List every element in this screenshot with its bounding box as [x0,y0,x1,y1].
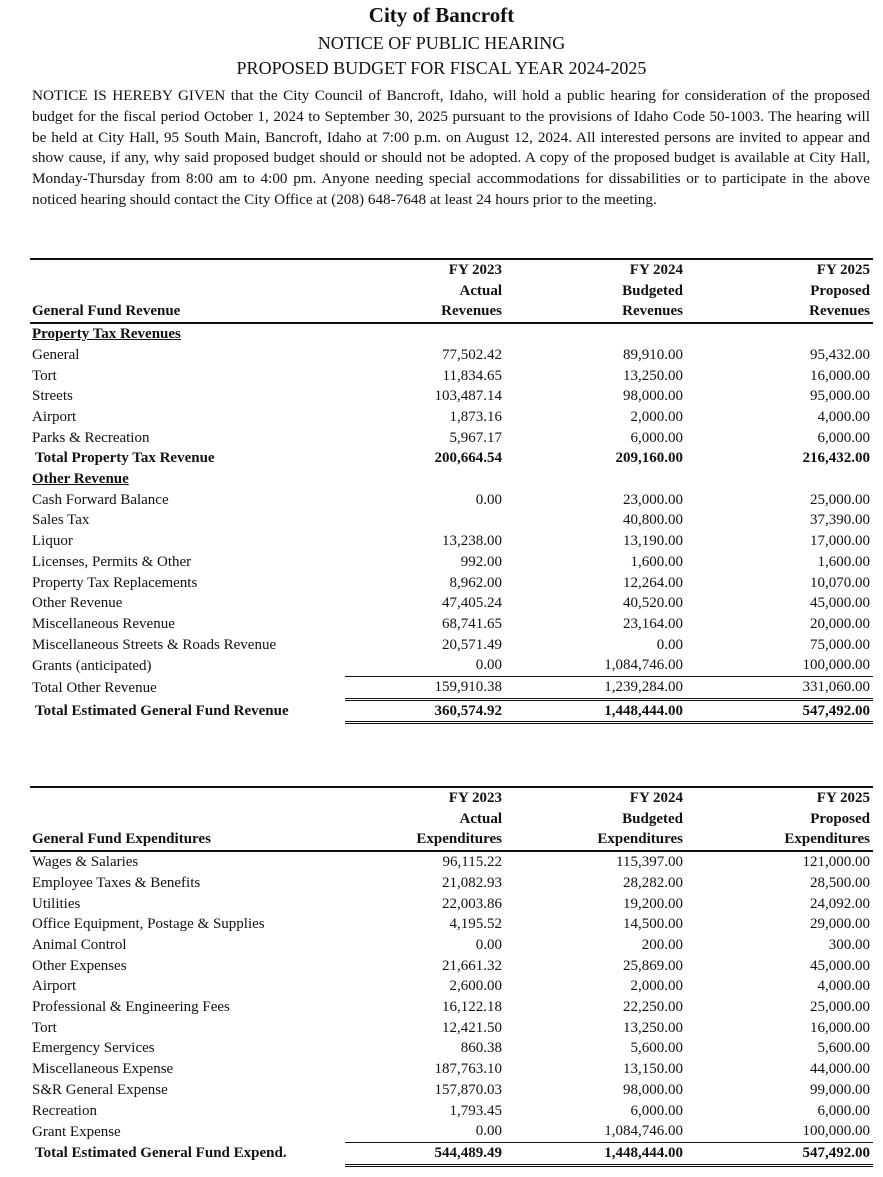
fy2025-value: 45,000.00 [810,957,870,974]
table-row [30,448,873,469]
revenue-table-header [30,259,873,323]
fy2023-value: 47,405.24 [442,595,502,612]
fy2024-value: 40,800.00 [623,512,683,529]
fy2023-value: 2,600.00 [449,978,502,995]
document-title: City of Bancroft [368,3,515,27]
fy2024-value: 1,084,746.00 [604,657,683,674]
fy2025-value: 5,600.00 [817,1040,870,1057]
fy2023-value: 0.00 [475,936,502,953]
fy2025-value: 95,432.00 [810,346,870,363]
table-row [30,1018,873,1039]
column-header-fy: FY 2024 [629,790,683,806]
fy2024-value: 25,869.00 [623,957,683,974]
row-label: Property Tax Revenues [32,326,181,343]
fy2025-value: 17,000.00 [810,533,870,550]
fy2024-value: 2,000.00 [630,408,683,425]
fy2025-value: 16,000.00 [810,367,870,384]
table-row [30,1142,873,1165]
fy2024-value: 13,250.00 [623,367,683,384]
table-row [30,935,873,956]
fy2024-value [505,469,686,490]
fy2023-value: 21,082.93 [442,874,502,891]
fy2023-value: 157,870.03 [434,1081,502,1098]
row-label: Emergency Services [32,1040,155,1057]
column-header-fy: Revenues [345,301,505,323]
revenue-header-row [30,259,873,281]
fy2025-value: 121,000.00 [802,854,870,871]
column-header-fy: Proposed [810,282,870,299]
column-header-label: General Fund Expenditures [30,829,345,851]
row-label: Professional & Engineering Fees [32,999,230,1016]
fy2023-value: 0.00 [475,657,502,674]
revenue-header-row [30,281,873,302]
row-label: Tort [32,367,57,384]
fy2024-value: 200.00 [641,936,683,953]
fy2023-value: 20,571.49 [442,636,502,653]
table-row [30,614,873,635]
table-row [30,997,873,1018]
fy2025-value [686,323,873,345]
table-row [30,407,873,428]
table-row [30,1038,873,1059]
fy2025-value: 25,000.00 [810,999,870,1016]
fy2025-value: 95,000.00 [810,388,870,405]
table-row [30,894,873,915]
row-label: Miscellaneous Expense [32,1061,174,1078]
table-row [30,593,873,614]
column-header-fy: Actual [459,810,502,827]
column-header-fy: Revenues [686,301,873,323]
fy2025-value: 29,000.00 [810,916,870,933]
column-header-label [30,281,345,302]
table-row [30,386,873,407]
fy2025-value: 1,600.00 [817,553,870,570]
fy2025-value: 547,492.00 [686,1142,873,1165]
column-header-fy: FY 2025 [816,790,870,806]
column-header-fy: Expenditures [686,829,873,851]
fy2025-value: 547,492.00 [686,699,873,723]
column-header-label [30,809,345,830]
fy2024-value [505,323,686,345]
fy2024-value: 13,190.00 [623,533,683,550]
table-row [30,699,873,723]
fy2025-value: 45,000.00 [810,595,870,612]
fy2025-value: 216,432.00 [802,450,870,467]
fy2023-value: 544,489.49 [345,1142,505,1165]
column-header-fy: FY 2025 [816,262,870,278]
row-label: Streets [32,388,73,405]
table-row [30,552,873,573]
fy2024-value: 115,397.00 [616,854,683,871]
fy2023-value: 159,910.38 [345,677,505,700]
row-label: Miscellaneous Revenue [32,615,175,632]
column-header-fy: Budgeted [622,810,683,827]
column-header-fy: Proposed [810,810,870,827]
row-label: Animal Control [32,936,127,953]
fy2024-value: 23,164.00 [623,615,683,632]
row-label: Airport [32,408,77,425]
table-row [30,510,873,531]
fy2023-value: 68,741.65 [442,615,502,632]
fy2024-value: 13,250.00 [623,1019,683,1036]
column-header-fy: Expenditures [345,829,505,851]
fy2023-value: 5,967.17 [449,429,502,446]
fy2025-value: 4,000.00 [817,408,870,425]
expenditures-table-body [30,851,873,1165]
row-label: Tort [32,1019,57,1036]
table-row [30,428,873,449]
fy2025-value: 44,000.00 [810,1061,870,1078]
fy2024-value: 89,910.00 [623,346,683,363]
expenditures-header-row [30,787,873,809]
table-row [30,1080,873,1101]
fy2025-value: 6,000.00 [817,429,870,446]
fy2024-value: 13,150.00 [623,1061,683,1078]
row-label: Other Revenue [32,595,123,612]
row-label: Grant Expense [32,1123,121,1140]
table-row [30,873,873,894]
expenditures-header-row [30,809,873,830]
table-row [30,851,873,873]
table-row [30,1101,873,1122]
fy2024-value: 2,000.00 [630,978,683,995]
fy2024-value: 209,160.00 [615,450,683,467]
fy2024-value: 40,520.00 [623,595,683,612]
table-row [30,976,873,997]
row-label: Other Revenue [32,471,129,488]
table-row [30,1121,873,1142]
row-label: Cash Forward Balance [32,491,169,508]
fy2023-value: 11,834.65 [442,367,502,384]
fy2024-value: 1,084,746.00 [604,1123,683,1140]
fy2023-value: 13,238.00 [442,533,502,550]
fy2024-value: 98,000.00 [623,1081,683,1098]
fy2025-value: 20,000.00 [810,615,870,632]
fy2025-value: 37,390.00 [810,512,870,529]
row-label: Licenses, Permits & Other [32,553,192,570]
column-header-fy: Budgeted [622,282,683,299]
table-row [30,655,873,676]
fy2024-value: 6,000.00 [630,429,683,446]
notice-paragraph: NOTICE IS HEREBY GIVEN that the City Council of Bancroft, Idaho, will hold a public hearing for consideration of the proposed budget for the fiscal period October 1, 2024 to September 30, 2025 pursuant to the provisions of Idaho Code 50-1003. The hearing will be held at City Hall, 95 South Main, Bancroft, Idaho at 7:00 p.m. on August 12, 2024. All interested persons are invited to appear and show cause, if any, why said proposed budget should or should not be adopted. A copy of the proposed budget is available at City Hall, Monday-Thursday from 8:00 am to 4:00 pm. Anyone needing special accommodations for dissabilities or to participate in the above noticed hearing should contact the City Office at (208) 648-7648 at least 24 hours prior to the meeting. [32,87,870,208]
row-label: Total Estimated General Fund Revenue [35,702,289,719]
fy2024-value: 6,000.00 [630,1102,683,1119]
expenditures-table-header [30,787,873,851]
fy2024-value: 1,448,444.00 [505,699,686,723]
table-row [30,366,873,387]
column-header-label: General Fund Revenue [30,301,345,323]
table-row [30,635,873,656]
fy2025-value: 100,000.00 [802,657,870,674]
fy2025-value: 24,092.00 [810,895,870,912]
fy2024-value: 14,500.00 [623,916,683,933]
fy2024-value: 0.00 [656,636,683,653]
fy2023-value: 1,793.45 [449,1102,502,1119]
fy2025-value [686,469,873,490]
revenue-table-body [30,323,873,723]
row-label: S&R General Expense [32,1081,168,1098]
fy2023-value: 4,195.52 [449,916,502,933]
fy2023-value: 22,003.86 [442,895,502,912]
document-subtitle-budget: PROPOSED BUDGET FOR FISCAL YEAR 2024-2025 [236,58,647,78]
fy2023-value: 187,763.10 [434,1061,502,1078]
expenditures-table [30,786,873,1167]
fy2025-value: 28,500.00 [810,874,870,891]
row-label: Utilities [32,895,81,912]
fy2023-value [345,469,505,490]
column-header-fy: FY 2024 [629,262,683,278]
row-label: Miscellaneous Streets & Roads Revenue [32,636,277,653]
fy2023-value: 860.38 [460,1040,502,1057]
row-label: Sales Tax [32,512,90,529]
fy2023-value: 992.00 [460,553,502,570]
fy2023-value: 0.00 [475,1123,502,1140]
fy2025-value: 25,000.00 [810,491,870,508]
fy2025-value: 331,060.00 [686,677,873,700]
document-subtitle: NOTICE OF PUBLIC HEARING [317,33,566,53]
fy2023-value: 8,962.00 [449,574,502,591]
section-heading-row [30,469,873,490]
fy2025-value: 99,000.00 [810,1081,870,1098]
column-header-label [30,787,345,809]
revenue-table [30,258,873,724]
column-header-fy: FY 2023 [448,262,502,278]
fy2024-value: 1,239,284.00 [505,677,686,700]
fy2023-value: 0.00 [475,491,502,508]
section-heading-row [30,323,873,345]
fy2024-value: 23,000.00 [623,491,683,508]
fy2023-value: 21,661.32 [442,957,502,974]
table-row [30,345,873,366]
fy2023-value: 200,664.54 [434,450,502,467]
fy2025-value: 4,000.00 [817,978,870,995]
row-label: Property Tax Replacements [32,574,198,591]
fy2023-value [345,323,505,345]
row-label: Employee Taxes & Benefits [32,874,201,891]
row-label: Total Other Revenue [32,679,157,696]
fy2025-value: 10,070.00 [810,574,870,591]
table-row [30,677,873,700]
column-header-fy: Expenditures [505,829,686,851]
fy2023-value: 1,873.16 [449,408,502,425]
fy2024-value: 22,250.00 [623,999,683,1016]
revenue-header-row [30,301,873,323]
expenditures-header-row [30,829,873,851]
fy2025-value: 6,000.00 [817,1102,870,1119]
row-label: Other Expenses [32,957,127,974]
fy2023-value: 103,487.14 [434,388,502,405]
table-row [30,573,873,594]
fy2024-value: 5,600.00 [630,1040,683,1057]
fy2023-value: 12,421.50 [442,1019,502,1036]
row-label: Airport [32,978,77,995]
table-row [30,914,873,935]
fy2024-value: 1,600.00 [630,553,683,570]
row-label: Grants (anticipated) [32,657,152,674]
row-label: Total Estimated General Fund Expend. [35,1145,287,1162]
fy2024-value: 12,264.00 [623,574,683,591]
table-row [30,956,873,977]
table-row [30,1059,873,1080]
table-row [30,531,873,552]
row-label: Liquor [32,533,73,550]
table-row [30,490,873,511]
fy2024-value: 1,448,444.00 [505,1142,686,1165]
fy2025-value: 300.00 [828,936,870,953]
row-label: General [32,346,80,363]
fy2024-value: 28,282.00 [623,874,683,891]
row-label: Parks & Recreation [32,429,150,446]
row-label: Total Property Tax Revenue [35,450,215,467]
fy2025-value: 16,000.00 [810,1019,870,1036]
row-label: Recreation [32,1102,97,1119]
fy2023-value: 77,502.42 [442,346,502,363]
fy2023-value [345,510,505,531]
fy2024-value: 19,200.00 [623,895,683,912]
fy2023-value: 360,574.92 [345,699,505,723]
fy2025-value: 75,000.00 [810,636,870,653]
row-label: Wages & Salaries [32,854,139,871]
column-header-fy: Actual [459,282,502,299]
column-header-fy: Revenues [505,301,686,323]
fy2023-value: 96,115.22 [442,854,502,871]
row-label: Office Equipment, Postage & Supplies [32,916,265,933]
fy2023-value: 16,122.18 [442,999,502,1016]
fy2024-value: 98,000.00 [623,388,683,405]
column-header-label [30,259,345,281]
fy2025-value: 100,000.00 [802,1123,870,1140]
column-header-fy: FY 2023 [448,790,502,806]
